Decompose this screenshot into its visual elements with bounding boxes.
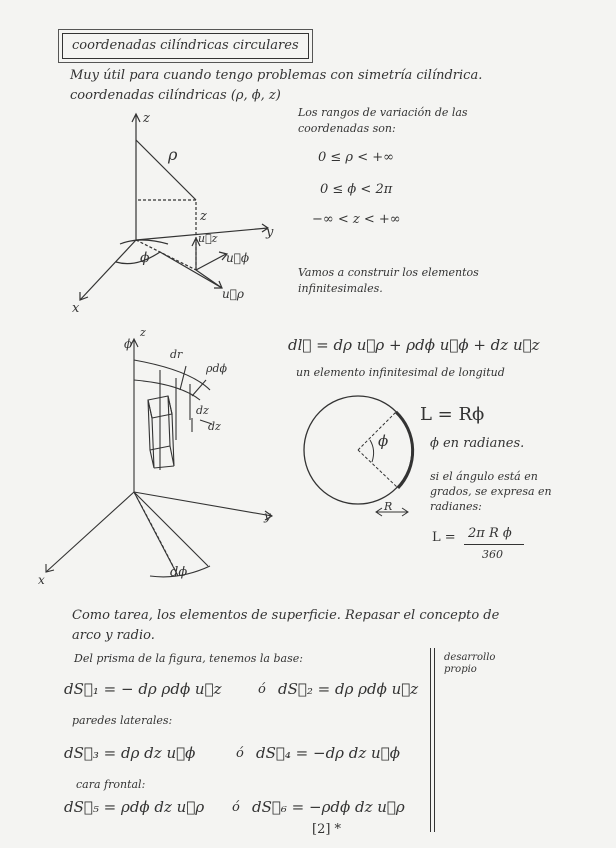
d1-uphi-label: u⃗ϕ: [226, 251, 250, 265]
ds1-equation: dS⃗₁ = − dρ ρdϕ u⃗z: [64, 680, 222, 698]
d1-z-axis-label: z: [143, 111, 150, 126]
d2-phi-top-label: ϕ: [124, 337, 133, 351]
d2-dr-label: dr: [170, 348, 183, 361]
elements-note-2: infinitesimales.: [298, 282, 383, 295]
d1-y-axis-label: y: [266, 225, 274, 240]
ranges-heading-2: coordenadas son:: [298, 122, 396, 135]
circle-radius-label: R: [384, 500, 393, 513]
d2-dphi-label: dϕ: [170, 565, 188, 580]
homework-line-1: Como tarea, los elementos de superficie. Repasar el concepto de: [72, 608, 500, 623]
d1-uz-label: u⃗z: [198, 232, 218, 245]
d1-urho-label: u⃗ρ: [222, 287, 244, 301]
degrees-note-3: radianes:: [430, 500, 482, 513]
page-number: [2] *: [312, 822, 342, 837]
d2-y-axis-label: y: [264, 509, 271, 523]
dl-caption: un elemento infinitesimal de longitud: [296, 366, 505, 379]
elements-note-1: Vamos a construir los elementos: [298, 266, 479, 279]
front-heading: cara frontal:: [76, 778, 146, 791]
degrees-formula-num: 2π R ϕ: [468, 526, 512, 541]
or-2: ó: [236, 746, 244, 761]
degrees-formula-den: 360: [482, 548, 503, 561]
d1-z-label: z: [200, 209, 207, 224]
d2-z-axis-label: z: [140, 326, 146, 339]
ds4-equation: dS⃗₄ = −dρ dz u⃗ϕ: [256, 744, 400, 762]
range-rho: 0 ≤ ρ < +∞: [318, 150, 394, 165]
d2-rdphi-label: ρdϕ: [206, 362, 228, 375]
range-z: −∞ < z < +∞: [312, 212, 401, 227]
intro-line-2: coordenadas cilíndricas (ρ, ϕ, z): [70, 88, 281, 103]
ds3-equation: dS⃗₃ = dρ dz u⃗ϕ: [64, 744, 196, 762]
d1-x-axis-label: x: [72, 301, 80, 316]
homework-line-3: Del prisma de la figura, tenemos la base:: [74, 652, 303, 665]
circle-phi-label: ϕ: [378, 432, 389, 450]
dl-equation: dl⃗ = dρ u⃗ρ + ρdϕ u⃗ϕ + dz u⃗z: [288, 336, 540, 354]
homework-line-2: arco y radio.: [72, 628, 155, 643]
arc-length-formula: L = Rϕ: [420, 404, 485, 425]
d2-dz2-label: dz: [208, 420, 221, 433]
intro-line-1: Muy útil para cuando tengo problemas con simetría cilíndrica.: [70, 68, 483, 83]
ds2-equation: dS⃗₂ = dρ ρdϕ u⃗z: [278, 680, 419, 698]
ranges-heading-1: Los rangos de variación de las: [298, 106, 468, 119]
side-note-2: propio: [444, 664, 477, 675]
side-note-1: desarrollo: [444, 652, 496, 663]
lateral-heading: paredes laterales:: [72, 714, 173, 727]
fraction-bar: [464, 544, 524, 545]
page-title: coordenadas cilíndricas circulares: [72, 38, 299, 53]
or-1: ó: [258, 682, 266, 697]
or-3: ó: [232, 800, 240, 815]
ds6-equation: dS⃗₆ = −ρdϕ dz u⃗ρ: [252, 798, 405, 816]
degrees-formula-lhs: L =: [432, 530, 456, 545]
d1-rho-label: ρ: [168, 145, 178, 164]
side-rule-1: [430, 648, 431, 832]
degrees-note-1: si el ángulo está en: [430, 470, 538, 483]
radians-note: ϕ en radianes.: [430, 436, 525, 451]
degrees-note-2: grados, se expresa en: [430, 485, 552, 498]
ds5-equation: dS⃗₅ = ρdϕ dz u⃗ρ: [64, 798, 205, 816]
range-phi: 0 ≤ ϕ < 2π: [320, 182, 393, 197]
d2-x-axis-label: x: [38, 573, 45, 587]
d1-phi-label: ϕ: [140, 250, 150, 266]
side-rule-2: [434, 648, 435, 832]
d2-dz-label: dz: [196, 404, 209, 417]
